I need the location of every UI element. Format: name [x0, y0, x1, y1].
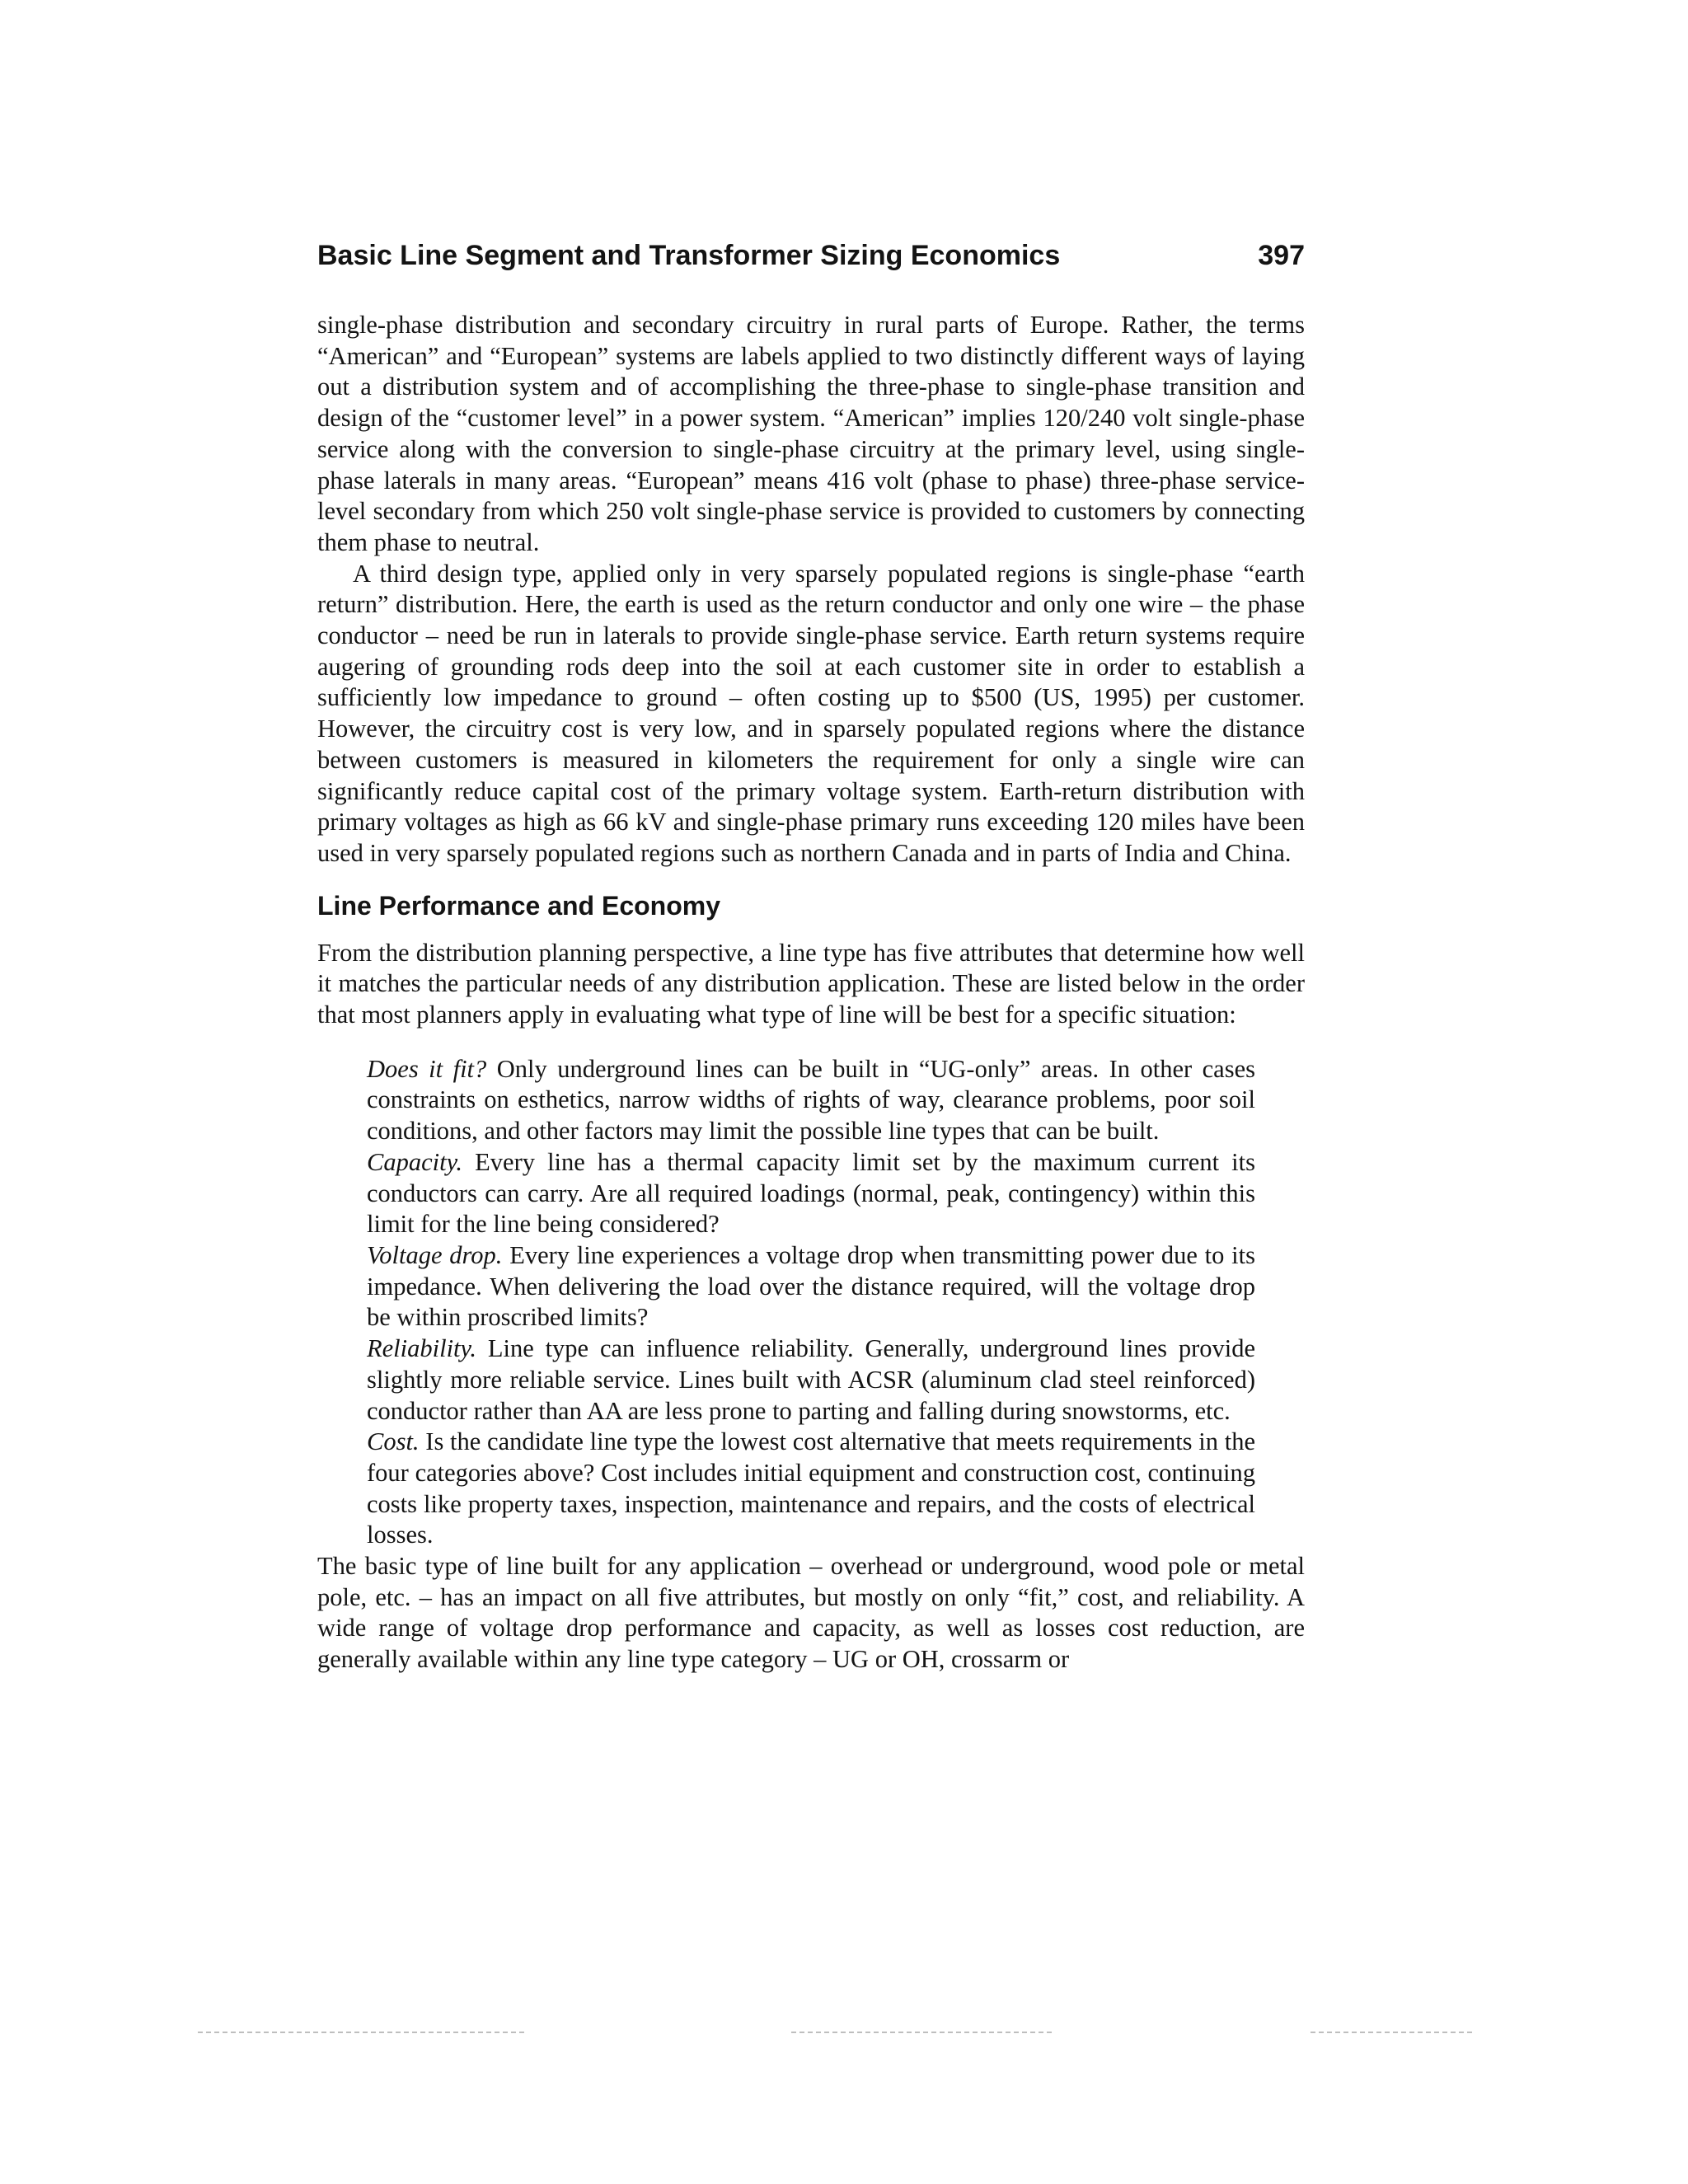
section-heading: Line Performance and Economy: [317, 890, 721, 921]
attribute-item-voltage-drop: [367, 1240, 1255, 1333]
attribute-term: Does it fit?: [367, 1054, 487, 1083]
book-page: [317, 237, 1305, 1675]
section-intro: From the distribution planning perspective, a line type has five attributes that determine how well it matches the particular needs of any distribution application. These are listed below in the order that most planners apply in evaluating what type of line will be best for a specific situation:: [317, 938, 1305, 1029]
scan-artifact-line: [791, 2032, 1055, 2033]
paragraph-earth-return: A third design type, applied only in very sparsely populated regions is single-phase “earth return” distribution. Here, the earth is used as the return conductor and only one wire – the phase conductor – need be run in laterals to provide single-phase service. Earth return systems require augering of grounding rods deep into the soil at each customer site in order to establish a sufficiently low impedance to ground – often costing up to $500 (US, 1995) per customer. However, the circuitry cost is very low, and in sparsely populated regions where the distance between customers is measured in kilometers the requirement for only a single wire can significantly reduce capital cost of the primary voltage system. Earth-return distribution with primary voltages as high as 66 kV and single-phase primary runs exceeding 120 miles have been used in very sparsely populated regions such as northern Canada and in parts of India and China.: [317, 559, 1305, 867]
attribute-description: Every line experiences a voltage drop when transmitting power due to its impedance. When delivering the load over the distance required, will the voltage drop be within proscribed limits?: [367, 1240, 1255, 1332]
running-header-title: Basic Line Segment and Transformer Sizing Economics: [317, 240, 1061, 271]
closing-paragraph: The basic type of line built for any application – overhead or underground, wood pole or metal pole, etc. – has an impact on all five attributes, but mostly on only “fit,” cost, and reliability. A wide range of voltage drop performance and capacity, as well as losses cost reduction, are generally available within any line type category – UG or OH, crossarm or: [317, 1552, 1305, 1674]
attribute-item-cost: [367, 1427, 1255, 1551]
attribute-description: Every line has a thermal capacity limit set by the maximum current its conductors can carry. Are all required loadings (normal, peak, contingency) within this limit for the line being considered?: [367, 1147, 1255, 1239]
attribute-term: Cost.: [367, 1427, 420, 1456]
page-number: 397: [1258, 240, 1305, 271]
scan-artifact-line: [198, 2032, 528, 2033]
attribute-item-reliability: [367, 1333, 1255, 1427]
paragraph-continued: single-phase distribution and secondary circuitry in rural parts of Europe. Rather, the terms “American” and “European” systems are labels applied to two distinctly different ways of laying out a distribution system and of accomplishing the three-phase to single-phase transition and design of the “customer level” in a power system. “American” implies 120/240 volt single-phase service along with the conversion to single-phase circuitry at the primary level, using single-phase laterals in many areas. “European” means 416 volt (phase to phase) three-phase service-level secondary from which 250 volt single-phase service is provided to customers by connecting them phase to neutral.: [317, 311, 1305, 556]
running-header: [317, 237, 1305, 274]
attribute-item-capacity: [367, 1147, 1255, 1240]
attribute-term: Voltage drop.: [367, 1240, 503, 1269]
attribute-term: Capacity.: [367, 1147, 463, 1176]
scan-artifact-line: [1311, 2032, 1475, 2033]
attribute-description: Line type can influence reliability. Generally, underground lines provide slightly more reliable service. Lines built with ACSR (aluminum clad steel reinforced) conductor rather than AA are less prone to parting and falling during snowstorms, etc.: [367, 1334, 1255, 1425]
body-text: [317, 310, 1305, 1675]
attribute-term: Reliability.: [367, 1334, 476, 1363]
attribute-list: [367, 1054, 1255, 1551]
attribute-item-fit: [367, 1054, 1255, 1147]
attribute-description: Only underground lines can be built in “UG-only” areas. In other cases constraints on esthetics, narrow widths of rights of way, clearance problems, poor soil conditions, and other factors may limit the possible line types that can be built.: [367, 1054, 1255, 1146]
attribute-description: Is the candidate line type the lowest cost alternative that meets requirements in the four categories above? Cost includes initial equipment and construction cost, continuing costs like property taxes, inspection, maintenance and repairs, and the costs of electrical losses.: [367, 1427, 1255, 1549]
